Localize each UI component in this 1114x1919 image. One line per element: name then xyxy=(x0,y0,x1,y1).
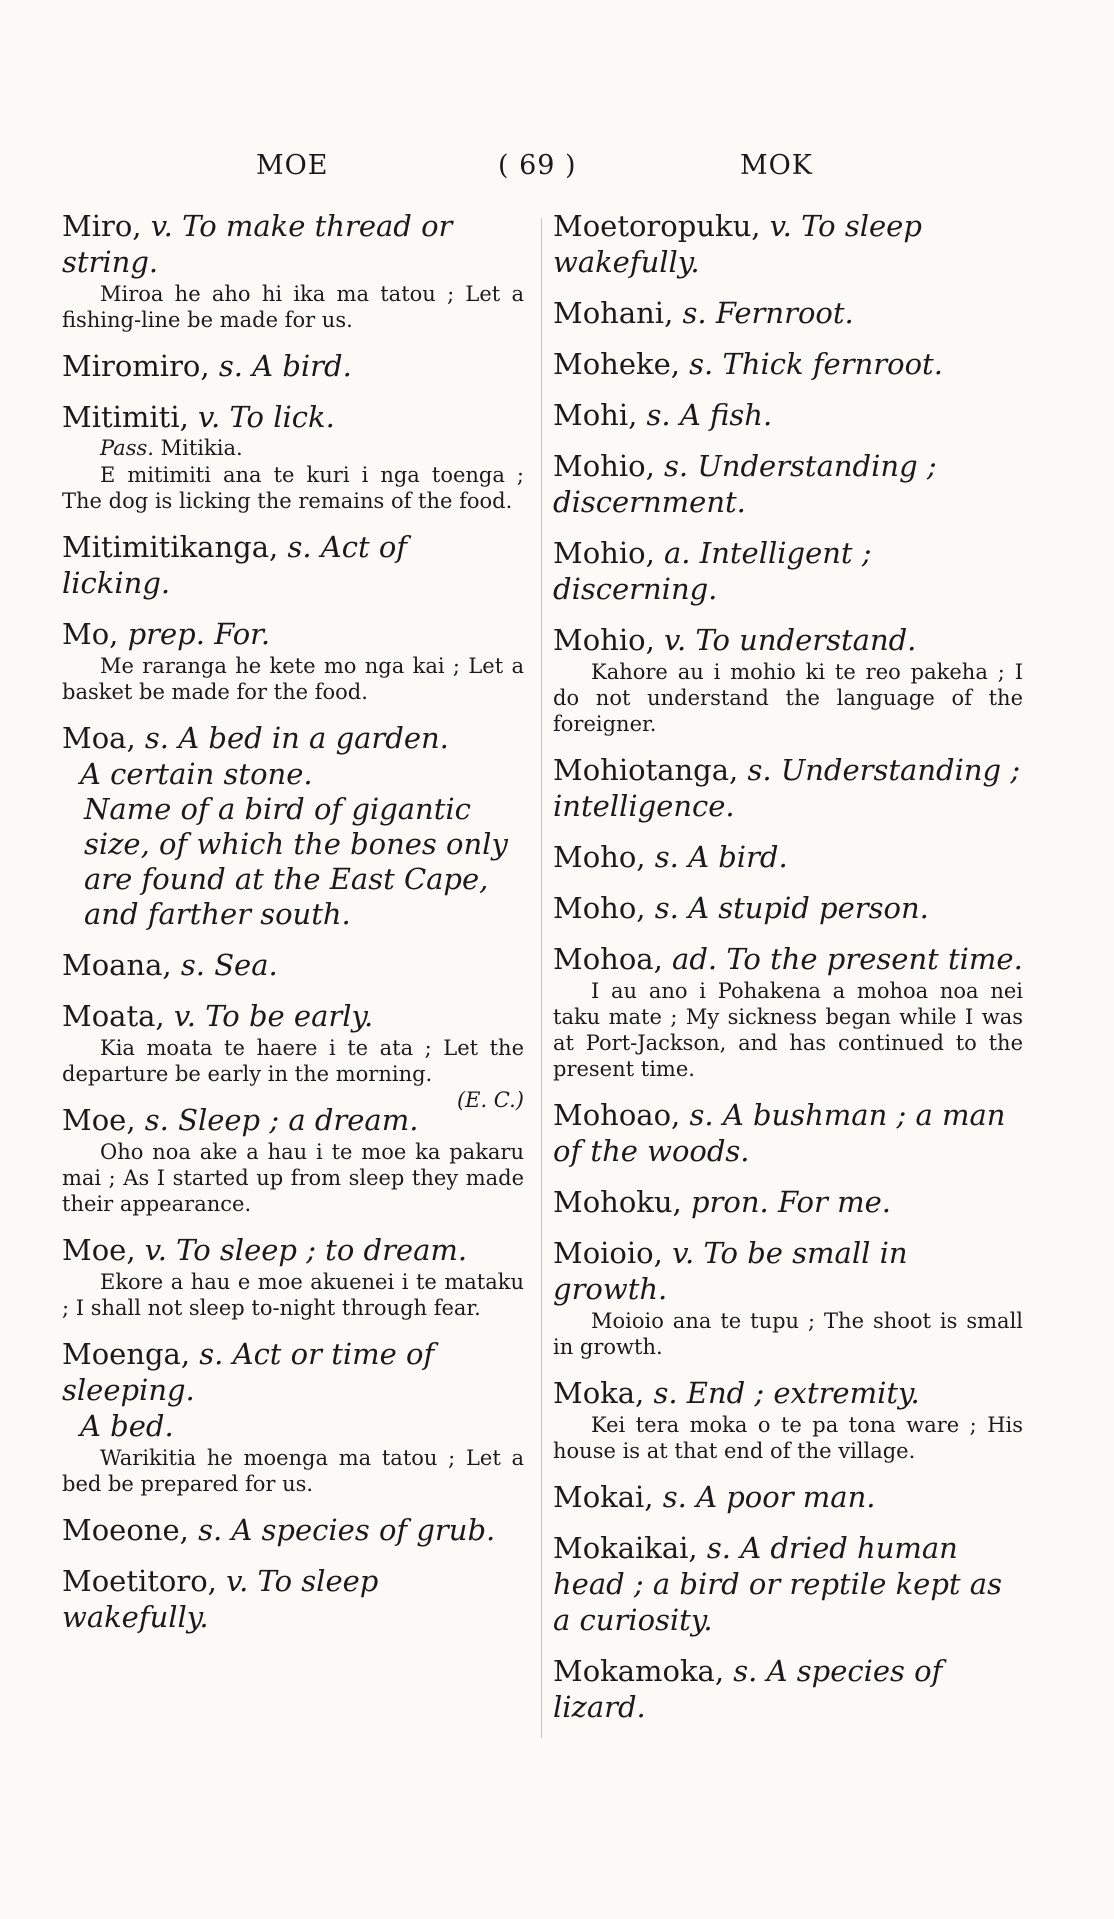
definition: A species of grub. xyxy=(231,1513,496,1547)
definition: Act of licking. xyxy=(62,530,408,600)
dictionary-entry xyxy=(553,752,1023,824)
additional-sense: A certain stone. xyxy=(80,757,313,791)
dictionary-entry xyxy=(62,348,524,384)
usage-example: Ekore a hau e moe akuenei i te mataku ; I shall not sleep to-night through fear. xyxy=(62,1270,524,1320)
usage-example: Kei tera moka o te pa tona ware ; His house is at that end of the village. xyxy=(553,1413,1023,1463)
headword: Mitimiti, xyxy=(62,400,189,434)
headword: Moho, xyxy=(553,891,646,925)
part-of-speech: s. xyxy=(664,449,689,483)
dictionary-entry xyxy=(553,1097,1023,1169)
page-header xyxy=(0,150,1114,190)
definition: A bird. xyxy=(252,349,352,383)
headword: Moa, xyxy=(62,721,136,755)
definition: A species of lizard. xyxy=(553,1654,943,1724)
dictionary-entry xyxy=(553,535,1023,607)
dictionary-entry xyxy=(62,1336,524,1497)
definition: A poor man. xyxy=(696,1480,876,1514)
headword: Moata, xyxy=(62,999,165,1033)
region-tag: (E. C.) xyxy=(456,1088,524,1112)
dictionary-entry xyxy=(553,622,1023,737)
headword: Moetitoro, xyxy=(62,1564,217,1598)
additional-sense: A bed. xyxy=(80,1409,174,1443)
definition: To the present time. xyxy=(726,942,1023,976)
part-of-speech: v. xyxy=(226,1564,249,1598)
dictionary-entry xyxy=(62,947,524,983)
dictionary-entry xyxy=(553,1375,1023,1464)
dictionary-entry xyxy=(553,1653,1023,1725)
usage-example-text: Kia moata te haere i te ata ; Let the departure be early in the morning. xyxy=(62,1036,524,1086)
left-column xyxy=(62,208,524,1650)
definition: Sea. xyxy=(214,948,278,982)
definition: Thick fernroot. xyxy=(722,347,943,381)
dictionary-entry xyxy=(62,399,524,514)
dictionary-entry xyxy=(553,448,1023,520)
definition: Intelligent ; discerning. xyxy=(553,536,872,606)
headword: Mohio, xyxy=(553,623,655,657)
additional-sense: Name of a bird of gigantic size, of which the bones only are found at the East Cape, and farther south. xyxy=(84,792,508,931)
page-number: ( 69 ) xyxy=(498,150,577,181)
part-of-speech: s. xyxy=(144,721,169,755)
dictionary-entry xyxy=(62,998,524,1112)
part-of-speech: v. xyxy=(150,209,173,243)
dictionary-entry xyxy=(553,208,1023,280)
headword: Mokaikai, xyxy=(553,1531,698,1565)
definition: To be small in growth. xyxy=(553,1236,908,1306)
part-of-speech: v. xyxy=(173,999,196,1033)
headword: Mo, xyxy=(62,617,119,651)
definition: For. xyxy=(214,617,271,651)
dictionary-entry xyxy=(62,1102,524,1217)
definition: Fernroot. xyxy=(715,296,854,330)
usage-example xyxy=(62,1035,524,1112)
dictionary-entry xyxy=(62,529,524,601)
headword: Miromiro, xyxy=(62,349,210,383)
part-of-speech: v. xyxy=(198,400,221,434)
part-of-speech: v. xyxy=(769,209,792,243)
headword: Mohiotanga, xyxy=(553,753,739,787)
usage-example: E mitimiti ana te kuri i nga toenga ; The dog is licking the remains of the food. xyxy=(62,463,524,513)
header-right-guide-word: MOK xyxy=(740,150,813,181)
part-of-speech: s. xyxy=(199,1337,224,1371)
part-of-speech: s. xyxy=(180,948,205,982)
headword: Mokamoka, xyxy=(553,1654,725,1688)
passive-form xyxy=(100,435,524,461)
definition: End ; extremity. xyxy=(686,1376,920,1410)
part-of-speech: s. xyxy=(646,398,671,432)
headword: Mitimitikanga, xyxy=(62,530,279,564)
part-of-speech: v. xyxy=(664,623,687,657)
right-column xyxy=(553,208,1023,1740)
definition: To sleep ; to dream. xyxy=(176,1233,468,1267)
dictionary-entry xyxy=(62,1563,524,1635)
headword: Mokai, xyxy=(553,1480,654,1514)
headword: Moenga, xyxy=(62,1337,191,1371)
definition: A dried human head ; a bird or reptile kept as a curiosity. xyxy=(553,1531,1002,1637)
part-of-speech: v. xyxy=(144,1233,167,1267)
part-of-speech: s. xyxy=(706,1531,731,1565)
part-of-speech: prep. xyxy=(127,617,205,651)
part-of-speech: v. xyxy=(672,1236,695,1270)
part-of-speech: s. xyxy=(653,1376,678,1410)
definition: Understanding ; discernment. xyxy=(553,449,937,519)
dictionary-entry xyxy=(62,208,524,333)
definition: To sleep wakefully. xyxy=(62,1564,379,1634)
part-of-speech: s. xyxy=(144,1103,169,1137)
definition: To understand. xyxy=(695,623,917,657)
headword: Moioio, xyxy=(553,1236,663,1270)
definition: Act or time of sleeping. xyxy=(62,1337,435,1407)
definition: A stupid person. xyxy=(688,891,929,925)
headword: Moka, xyxy=(553,1376,645,1410)
definition: A fish. xyxy=(679,398,773,432)
definition: A bird. xyxy=(688,840,788,874)
headword: Moeone, xyxy=(62,1513,189,1547)
definition: For me. xyxy=(778,1185,891,1219)
headword: Moana, xyxy=(62,948,172,982)
dictionary-entry xyxy=(553,1479,1023,1515)
part-of-speech: ad. xyxy=(672,942,718,976)
headword: Mohani, xyxy=(553,296,674,330)
headword: Mohoa, xyxy=(553,942,663,976)
usage-example: I au ano i Pohakena a mohoa noa nei taku mate ; My sickness began while I was at Port-Jackson, and has continued to the present time. xyxy=(553,979,1023,1081)
part-of-speech: s. xyxy=(689,347,714,381)
headword: Mohi, xyxy=(553,398,638,432)
usage-example: Me raranga he kete mo nga kai ; Let a basket be made for the food. xyxy=(62,654,524,704)
dictionary-entry xyxy=(62,1512,524,1548)
column-divider xyxy=(541,218,542,1738)
usage-example: Miroa he aho hi ika ma tatou ; Let a fishing-line be made for us. xyxy=(62,282,524,332)
part-of-speech: pron. xyxy=(690,1185,769,1219)
passive-label: Pass. xyxy=(100,436,154,460)
part-of-speech: a. xyxy=(664,536,691,570)
part-of-speech: s. xyxy=(654,891,679,925)
headword: Miro, xyxy=(62,209,142,243)
part-of-speech: s. xyxy=(198,1513,223,1547)
headword: Moheke, xyxy=(553,347,680,381)
part-of-speech: s. xyxy=(733,1654,758,1688)
part-of-speech: s. xyxy=(689,1098,714,1132)
usage-example: Kahore au i mohio ki te reo pakeha ; I do not understand the language of the foreigner. xyxy=(553,660,1023,736)
dictionary-entry xyxy=(553,397,1023,433)
usage-example: Moioio ana te tupu ; The shoot is small in growth. xyxy=(553,1309,1023,1359)
dictionary-entry xyxy=(553,890,1023,926)
dictionary-entry xyxy=(553,1235,1023,1360)
usage-example: Warikitia he moenga ma tatou ; Let a bed be prepared for us. xyxy=(62,1446,524,1496)
headword: Moe, xyxy=(62,1103,136,1137)
definition: To be early. xyxy=(205,999,374,1033)
usage-example: Oho noa ake a hau i te moe ka pakaru mai ; As I started up from sleep they made their appearance. xyxy=(62,1140,524,1216)
headword: Moetoropuku, xyxy=(553,209,761,243)
headword: Mohoao, xyxy=(553,1098,681,1132)
dictionary-entry xyxy=(553,346,1023,382)
headword: Mohio, xyxy=(553,449,655,483)
part-of-speech: s. xyxy=(287,530,312,564)
dictionary-entry xyxy=(62,720,524,932)
dictionary-entry xyxy=(553,1530,1023,1638)
dictionary-entry xyxy=(553,941,1023,1082)
dictionary-entry xyxy=(62,1232,524,1321)
headword: Moho, xyxy=(553,840,646,874)
definition: A bushman ; a man of the woods. xyxy=(553,1098,1006,1168)
part-of-speech: s. xyxy=(747,753,772,787)
definition: Understanding ; intelligence. xyxy=(553,753,1021,823)
dictionary-entry xyxy=(553,295,1023,331)
part-of-speech: s. xyxy=(218,349,243,383)
definition: A bed in a garden. xyxy=(178,721,449,755)
dictionary-entry xyxy=(553,1184,1023,1220)
header-left-guide-word: MOE xyxy=(256,150,329,181)
definition: To sleep wakefully. xyxy=(553,209,922,279)
part-of-speech: s. xyxy=(654,840,679,874)
definition: To lick. xyxy=(229,400,335,434)
dictionary-entry xyxy=(62,616,524,705)
headword: Mohio, xyxy=(553,536,655,570)
part-of-speech: s. xyxy=(662,1480,687,1514)
passive-value: Mitikia. xyxy=(160,436,243,460)
part-of-speech: s. xyxy=(682,296,707,330)
definition: Sleep ; a dream. xyxy=(178,1103,419,1137)
dictionary-entry xyxy=(553,839,1023,875)
headword: Moe, xyxy=(62,1233,136,1267)
headword: Mohoku, xyxy=(553,1185,682,1219)
definition: To make thread or string. xyxy=(62,209,453,279)
